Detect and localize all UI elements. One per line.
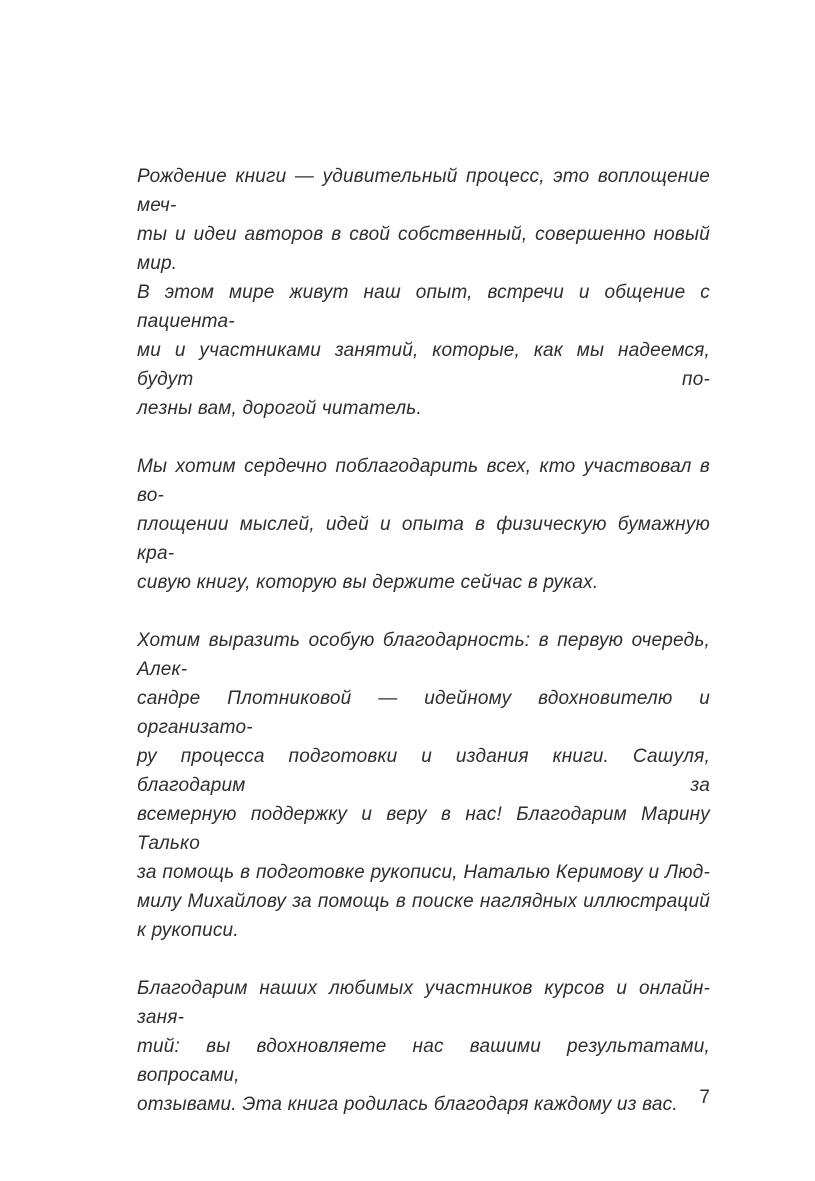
text-line: ми и участниками занятий, которые, как мы надеемся, будут по- xyxy=(137,340,710,390)
text-line: за помощь в подготовке рукописи, Наталью Керимову и Люд- xyxy=(137,862,710,883)
text-line: площении мыслей, идей и опыта в физическую бумажную кра- xyxy=(137,514,710,564)
text-line: ты и идеи авторов в свой собственный, совершенно новый мир. xyxy=(137,224,710,274)
text-line: В этом мире живут наш опыт, встречи и общение с пациента- xyxy=(137,282,710,332)
paragraph-3 xyxy=(137,626,710,945)
text-line: Благодарим наших любимых участников курсов и онлайн-заня- xyxy=(137,978,710,1028)
paragraph-2 xyxy=(137,452,710,597)
text-line: Мы хотим сердечно поблагодарить всех, кто участвовал в во- xyxy=(137,456,710,506)
text-line: ру процесса подготовки и издания книги. Сашуля, благодарим за xyxy=(137,746,710,796)
text-line: отзывами. Эта книга родилась благодаря каждому из вас. xyxy=(137,1094,678,1115)
text-line: всемерную поддержку и веру в нас! Благодарим Марину Талько xyxy=(137,804,710,854)
text-line: сандре Плотниковой — идейному вдохновителю и организато- xyxy=(137,688,710,738)
text-line: Хотим выразить особую благодарность: в первую очередь, Алек- xyxy=(137,630,710,680)
text-line: Рождение книги — удивительный процесс, это воплощение меч- xyxy=(137,166,710,216)
text-line: лезны вам, дорогой читатель. xyxy=(137,398,422,419)
text-line: сивую книгу, которую вы держите сейчас в руках. xyxy=(137,572,599,593)
paragraph-1 xyxy=(137,162,710,423)
text-line: к рукописи. xyxy=(137,920,239,941)
page-number: 7 xyxy=(699,1087,710,1108)
text-line: тий: вы вдохновляете нас вашими результатами, вопросами, xyxy=(137,1036,710,1086)
body-text xyxy=(137,162,710,1119)
text-line: милу Михайлову за помощь в поиске наглядных иллюстраций xyxy=(137,891,710,912)
